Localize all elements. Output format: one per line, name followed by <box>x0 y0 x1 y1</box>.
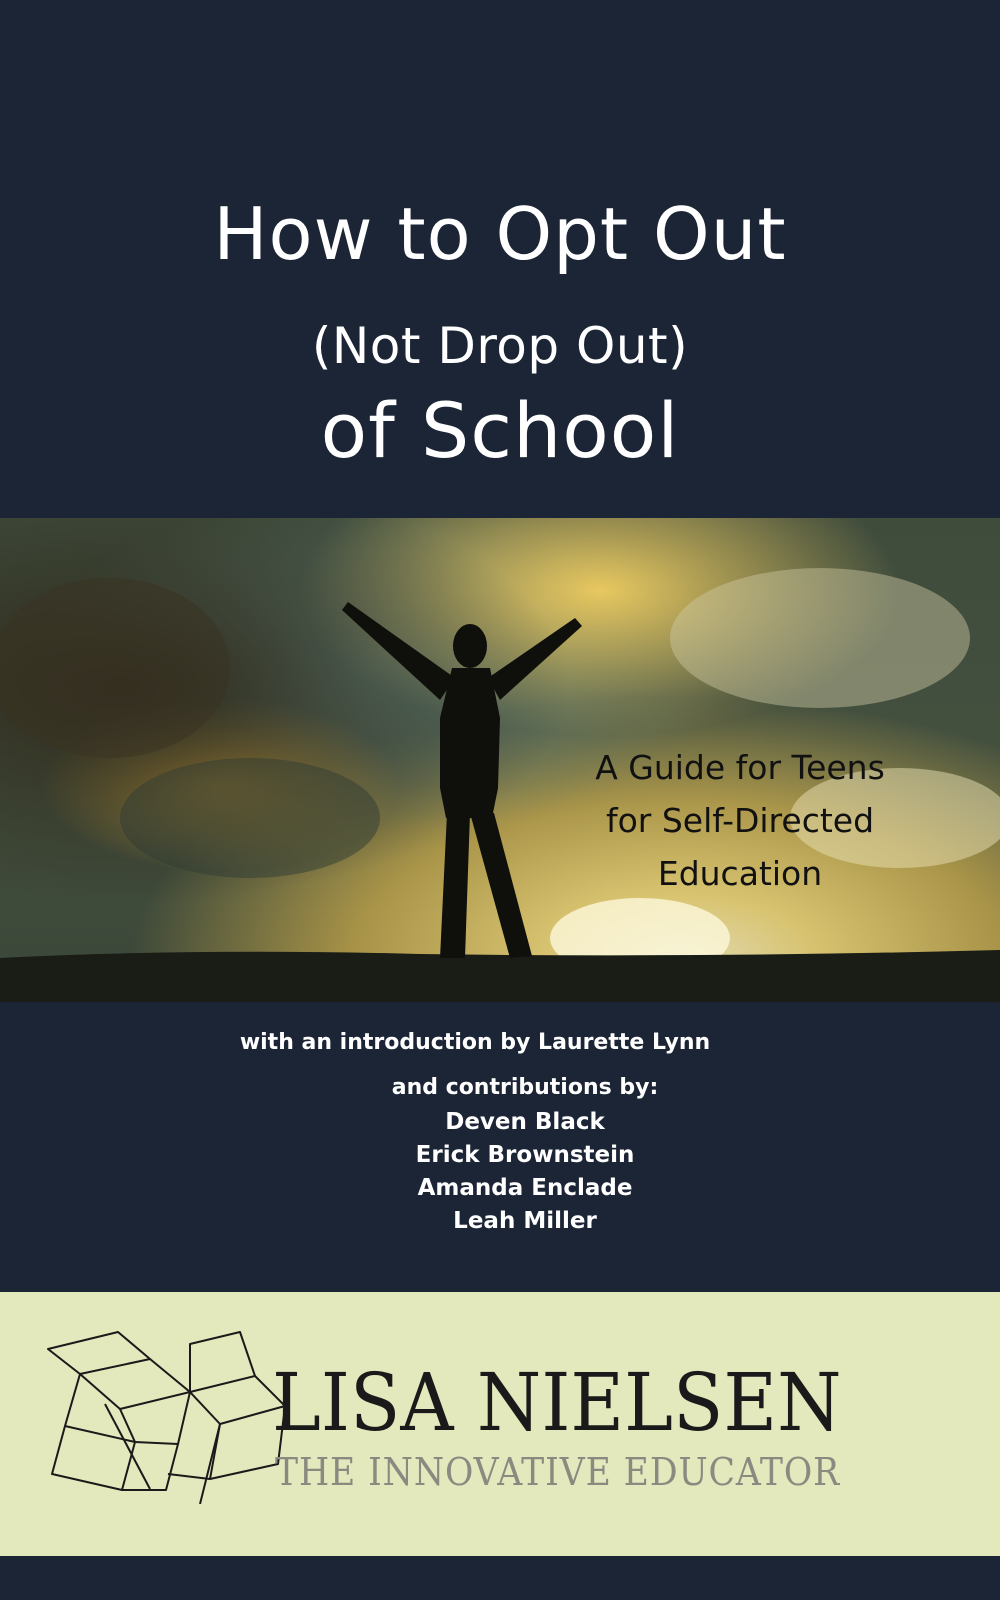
title-line-2: (Not Drop Out) <box>311 317 689 375</box>
contributor-name: Deven Black <box>445 1109 605 1135</box>
introduction-credit: with an introduction by Laurette Lynn <box>239 1030 711 1055</box>
contributor-name: Amanda Enclade <box>417 1175 633 1201</box>
contributor-name: Leah Miller <box>453 1208 597 1234</box>
cover-photo <box>0 518 1000 1002</box>
subtitle-line-2: for Self-Directed <box>605 801 875 840</box>
credits-block <box>0 1002 1000 1292</box>
contributions-label: and contributions by: <box>391 1075 659 1100</box>
open-boxes-icon <box>40 1314 290 1504</box>
subtitle-line-1: A Guide for Teens <box>595 748 885 787</box>
title-line-3: of School <box>320 386 680 475</box>
title-block <box>0 0 1000 518</box>
contributor-name: Erick Brownstein <box>415 1142 635 1168</box>
author-name: LISA NIELSEN <box>272 1356 842 1449</box>
author-tagline: THE INNOVATIVE EDUCATOR <box>275 1450 841 1494</box>
subtitle-line-3: Education <box>657 854 823 893</box>
title-line-1: How to Opt Out <box>213 192 787 276</box>
brand-band <box>0 1292 1000 1556</box>
